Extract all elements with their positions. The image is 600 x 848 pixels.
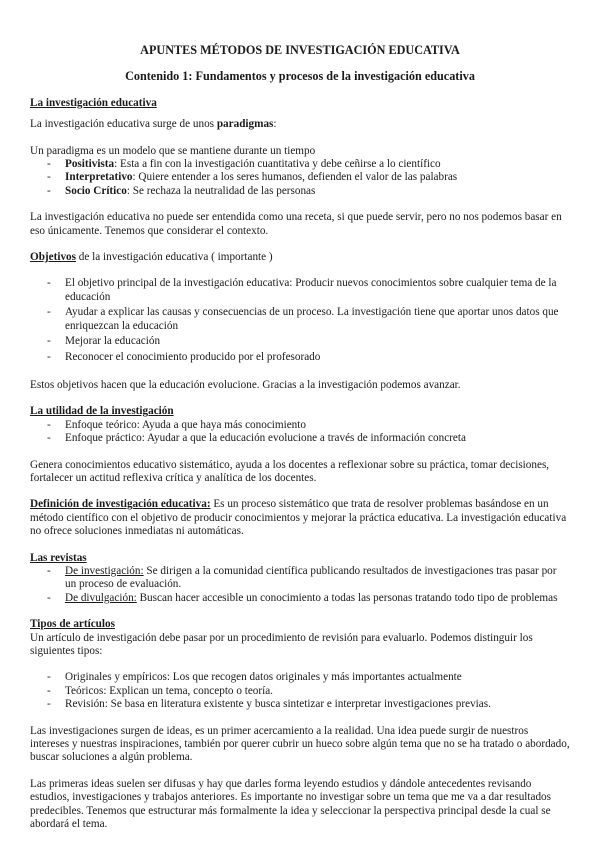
list-item: - Revisión: Se basa en literatura existente y busca sintetizar e interpretar investigaciones previas. [30,698,570,711]
journal-type-label: De divulgación: [65,591,137,604]
paradigm-name: Socio Crítico [65,184,127,197]
journals-list [30,565,570,605]
list-item [30,592,570,605]
first-ideas-paragraph: Las primeras ideas suelen ser difusas y hay que darles forma leyendo estudios y dándole antecedentes revisando estudios, investigaciones y trabajos anteriores. Es importante no investigar sobre un tema que me va a dar resultados predecibles. Tenemos que estructurar más formalmente la idea y seleccionar la perspectiva principal desde la cual se abordará el tema. [30,777,552,831]
definition-paragraph [30,498,570,538]
list-item [30,565,570,592]
recipe-paragraph: La investigación educativa no puede ser entendida como una receta, si que puede servir, pero no nos podemos basar en eso únicamente. Tenemos que considerar el contexto. [30,211,562,237]
paradigm-definition: Un paradigma es un modelo que se mantiene durante un tiempo [30,144,316,157]
utility-list [30,419,570,446]
section-heading-articulos: Tipos de artículos [30,618,115,631]
paradigm-intro-text: La investigación educativa surge de unos [30,118,217,131]
list-item [30,158,570,171]
journal-type-text: Se dirigen a la comunidad científica publicando resultados de investigaciones tras pasar por un proceso de evaluación. [65,564,557,591]
list-item: - Ayudar a explicar las causas y consecuencias de un proceso. La investigación tiene que aportar unos datos que enriquezcan la educación [30,306,570,333]
list-item [30,171,570,184]
paradigm-desc: : Esta a fin con la investigación cuantitativa y debe ceñirse a lo científico [114,158,441,171]
list-item: - Enfoque teórico: Ayuda a que haya más conocimiento [30,419,570,432]
ideas-paragraph: Las investigaciones surgen de ideas, es un primer acercamiento a la realidad. Una idea puede surgir de nuestros intereses y nuestras inspiraciones, también por querer cubrir un hueco sobre algún tema que no se ha tratado o abordado, buscar soluciones a algún problema. [30,724,570,764]
paradigm-intro-end: : [273,118,277,131]
utility-paragraph: Genera conocimientos educativo sistemático, ayuda a los docentes a reflexionar sobre su práctica, tomar decisiones, fortalecer un actitud reflexiva crítica y analítica de los docentes. [30,458,550,484]
paradigm-desc: : Se rechaza la neutralidad de las personas [126,184,316,197]
section-heading-investigacion: La investigación educativa [30,96,157,109]
articles-list [30,671,570,711]
document-title: APUNTES MÉTODOS DE INVESTIGACIÓN EDUCATIVA [140,43,460,57]
list-item [30,185,570,198]
list-item: - Teóricos: Explican un tema, concepto o teoría. [30,685,570,698]
paradigm-intro-bold: paradigmas [216,118,274,131]
objectives-label-rest: de la investigación educativa ( importante ) [76,251,273,264]
paradigm-desc: : Quiere entender a los seres humanos, defienden el valor de las palabras [132,171,458,184]
paradigm-name: Positivista [65,158,115,171]
list-item: - Originales y empíricos: Los que recogen datos originales y más importantes actualmente [30,671,570,684]
journal-type-text: Buscan hacer accesible un conocimiento a todas las personas tratando todo tipo de problemas [136,591,558,604]
list-item: - Enfoque práctico: Ayudar a que la educación evolucione a través de información concreta [30,432,570,445]
objectives-list [30,277,570,363]
list-item: - Mejorar la educación [30,335,570,348]
paradigm-list [30,158,570,198]
section-heading-utilidad: La utilidad de la investigación [30,405,174,418]
paradigm-name: Interpretativo [65,171,133,184]
definition-label: Definición de investigación educativa: [30,498,211,511]
objectives-summary: Estos objetivos hacen que la educación evolucione. Gracias a la investigación podemos avanzar. [30,378,461,391]
list-item: - Reconocer el conocimiento producido por el profesorado [30,351,570,364]
definition-text: Es un proceso sistemático que trata de resolver problemas basándose en un método científico con el objetivo de producir conocimientos y mejorar la práctica educativa. La investigación educativa no ofrece soluciones inmediatas ni automáticas. [30,498,567,538]
document-subtitle: Contenido 1: Fundamentos y procesos de la investigación educativa [125,69,475,84]
paradigm-intro [30,118,570,131]
objectives-label [30,251,570,264]
articles-intro: Un artículo de investigación debe pasar por un procedimiento de revisión para evaluarlo. Podemos distinguir los siguientes tipos: [30,631,533,657]
journal-type-label: De investigación: [65,564,144,577]
section-heading-revistas: Las revistas [30,551,87,564]
objectives-label-bold: Objetivos [30,251,76,264]
list-item: - El objetivo principal de la investigación educativa: Producir nuevos conocimientos sobre cualquier tema de la educación [30,277,570,304]
